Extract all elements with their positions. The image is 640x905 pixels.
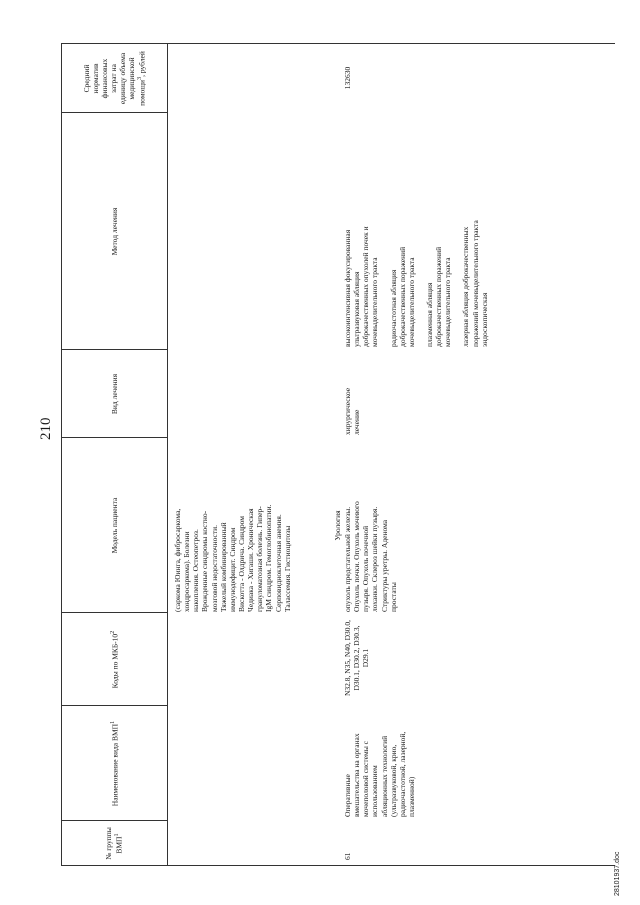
header-norm: Средний норматив финансовых затрат на единицу объема медицинской помощи$^3$, рублей	[81, 51, 147, 106]
method-line: доброкачественных поражений	[397, 246, 407, 347]
model-text-line: Талассемия. Гистиоцитозы	[282, 525, 292, 612]
model-text-line: грануломатозная болезнь. Гипер-	[255, 506, 265, 612]
vmp-name-line: (ультразвуковой, крио,	[388, 744, 398, 817]
model-text-line: простаты	[388, 582, 398, 612]
method-line: доброкачественных поражений	[434, 246, 444, 347]
vmp-name-line: абляционных технологий	[379, 735, 389, 817]
mkb-code-line: N32.8, N35, N40, D30.0,	[343, 619, 352, 697]
model-text-line: IgM синдром. Гемоглобинопатии.	[264, 504, 274, 612]
model-text-line: иммунодефицит. Синдром	[227, 527, 237, 612]
row-model-text	[343, 440, 398, 612]
header-mkb: Коды по МКБ-$10^2$	[108, 630, 120, 689]
method-item	[389, 114, 416, 347]
model-text-line: хондросаркома). Болезни	[182, 531, 192, 612]
model-text-line: опухоль предстательной железы.	[343, 506, 352, 612]
row-norm-value: 132630	[343, 66, 352, 90]
treatment-line: хирургическое	[343, 387, 352, 435]
method-line: плазменная абляция	[424, 282, 434, 347]
header-vmp-name: Наименование вида ВМП$^1$	[108, 720, 120, 807]
header-method: Метод лечения	[109, 207, 119, 256]
method-item	[425, 114, 452, 347]
model-text-line: (саркома Юинга, фибросаркома,	[173, 508, 182, 612]
model-text-line: Стриктуры уретры. Аденома	[379, 519, 389, 612]
header-model: Модель пациента	[109, 497, 119, 554]
vmp-name-line: Оперативные	[343, 774, 352, 817]
method-line: высокоинтенсивная фокусированная	[343, 229, 352, 347]
footer-doc-name: 28101937.doc	[614, 851, 621, 896]
vmp-name-line: радиочастотной, лазерной,	[397, 731, 407, 817]
model-text-line: Опухоль почки. Опухоль мочевого	[352, 501, 362, 612]
method-line: поражений мочевыделительного тракта	[470, 220, 480, 347]
row-treatment-type	[343, 351, 361, 435]
model-text-line: Серповидноклеточная анемия.	[273, 514, 283, 612]
method-line: радиочастотная абляция	[388, 269, 398, 347]
method-item	[343, 114, 380, 347]
vmp-name-line: плазменной)	[406, 776, 416, 817]
mkb-code-line: D29.1	[361, 648, 371, 668]
page-number: 210	[38, 417, 54, 440]
header-treatment-type: Вид лечения	[109, 373, 119, 415]
method-line: мочевыделительного тракта	[443, 257, 453, 347]
vmp-name-line: мочеполовой системы с	[361, 741, 371, 817]
method-line: мочевыделительного тракта	[370, 257, 380, 347]
method-line: доброкачественных опухолей почек и	[361, 226, 371, 347]
continuation-model-text	[173, 440, 292, 612]
section-title: Урология	[333, 510, 342, 541]
row-mkb-codes	[343, 614, 370, 702]
vmp-name-line: использованием	[370, 765, 380, 817]
model-text-line: Чедиака - Хигаши. Хроническая	[246, 508, 256, 612]
model-text-line: накопления. Остеопетроз.	[191, 529, 201, 612]
row-vmp-name	[343, 707, 416, 817]
header-group-no: № группы ВМП$^1$	[104, 827, 124, 860]
row-method-list	[343, 114, 498, 347]
row-group-no: 61	[343, 852, 352, 860]
model-text-line: пузыря. Опухоль почечной	[361, 525, 371, 612]
model-text-line: Тяжелый комбинированный	[218, 522, 228, 612]
model-text-line: Врожденные синдромы костно-	[200, 510, 210, 612]
vmp-table	[61, 44, 615, 866]
method-line: ультразвуковая абляция	[352, 271, 362, 347]
treatment-line: лечение	[352, 409, 362, 435]
model-text-line: мозговой недостаточности.	[209, 524, 219, 612]
method-line: лазерная абляция доброкачественных	[461, 226, 471, 347]
mkb-code-line: D30.1, D30.2, D30.3,	[352, 625, 362, 691]
model-text-line: лоханки. Склероз шейки пузыря.	[370, 506, 380, 612]
row-border	[167, 44, 168, 866]
vmp-name-line: вмешательства на органах	[352, 733, 362, 817]
method-item	[461, 114, 488, 347]
model-text-line: Вискотта - Олдрича. Синдром	[236, 515, 246, 612]
method-line: эндоскопическая	[479, 292, 489, 347]
method-line: мочевыделительного тракта	[406, 257, 416, 347]
